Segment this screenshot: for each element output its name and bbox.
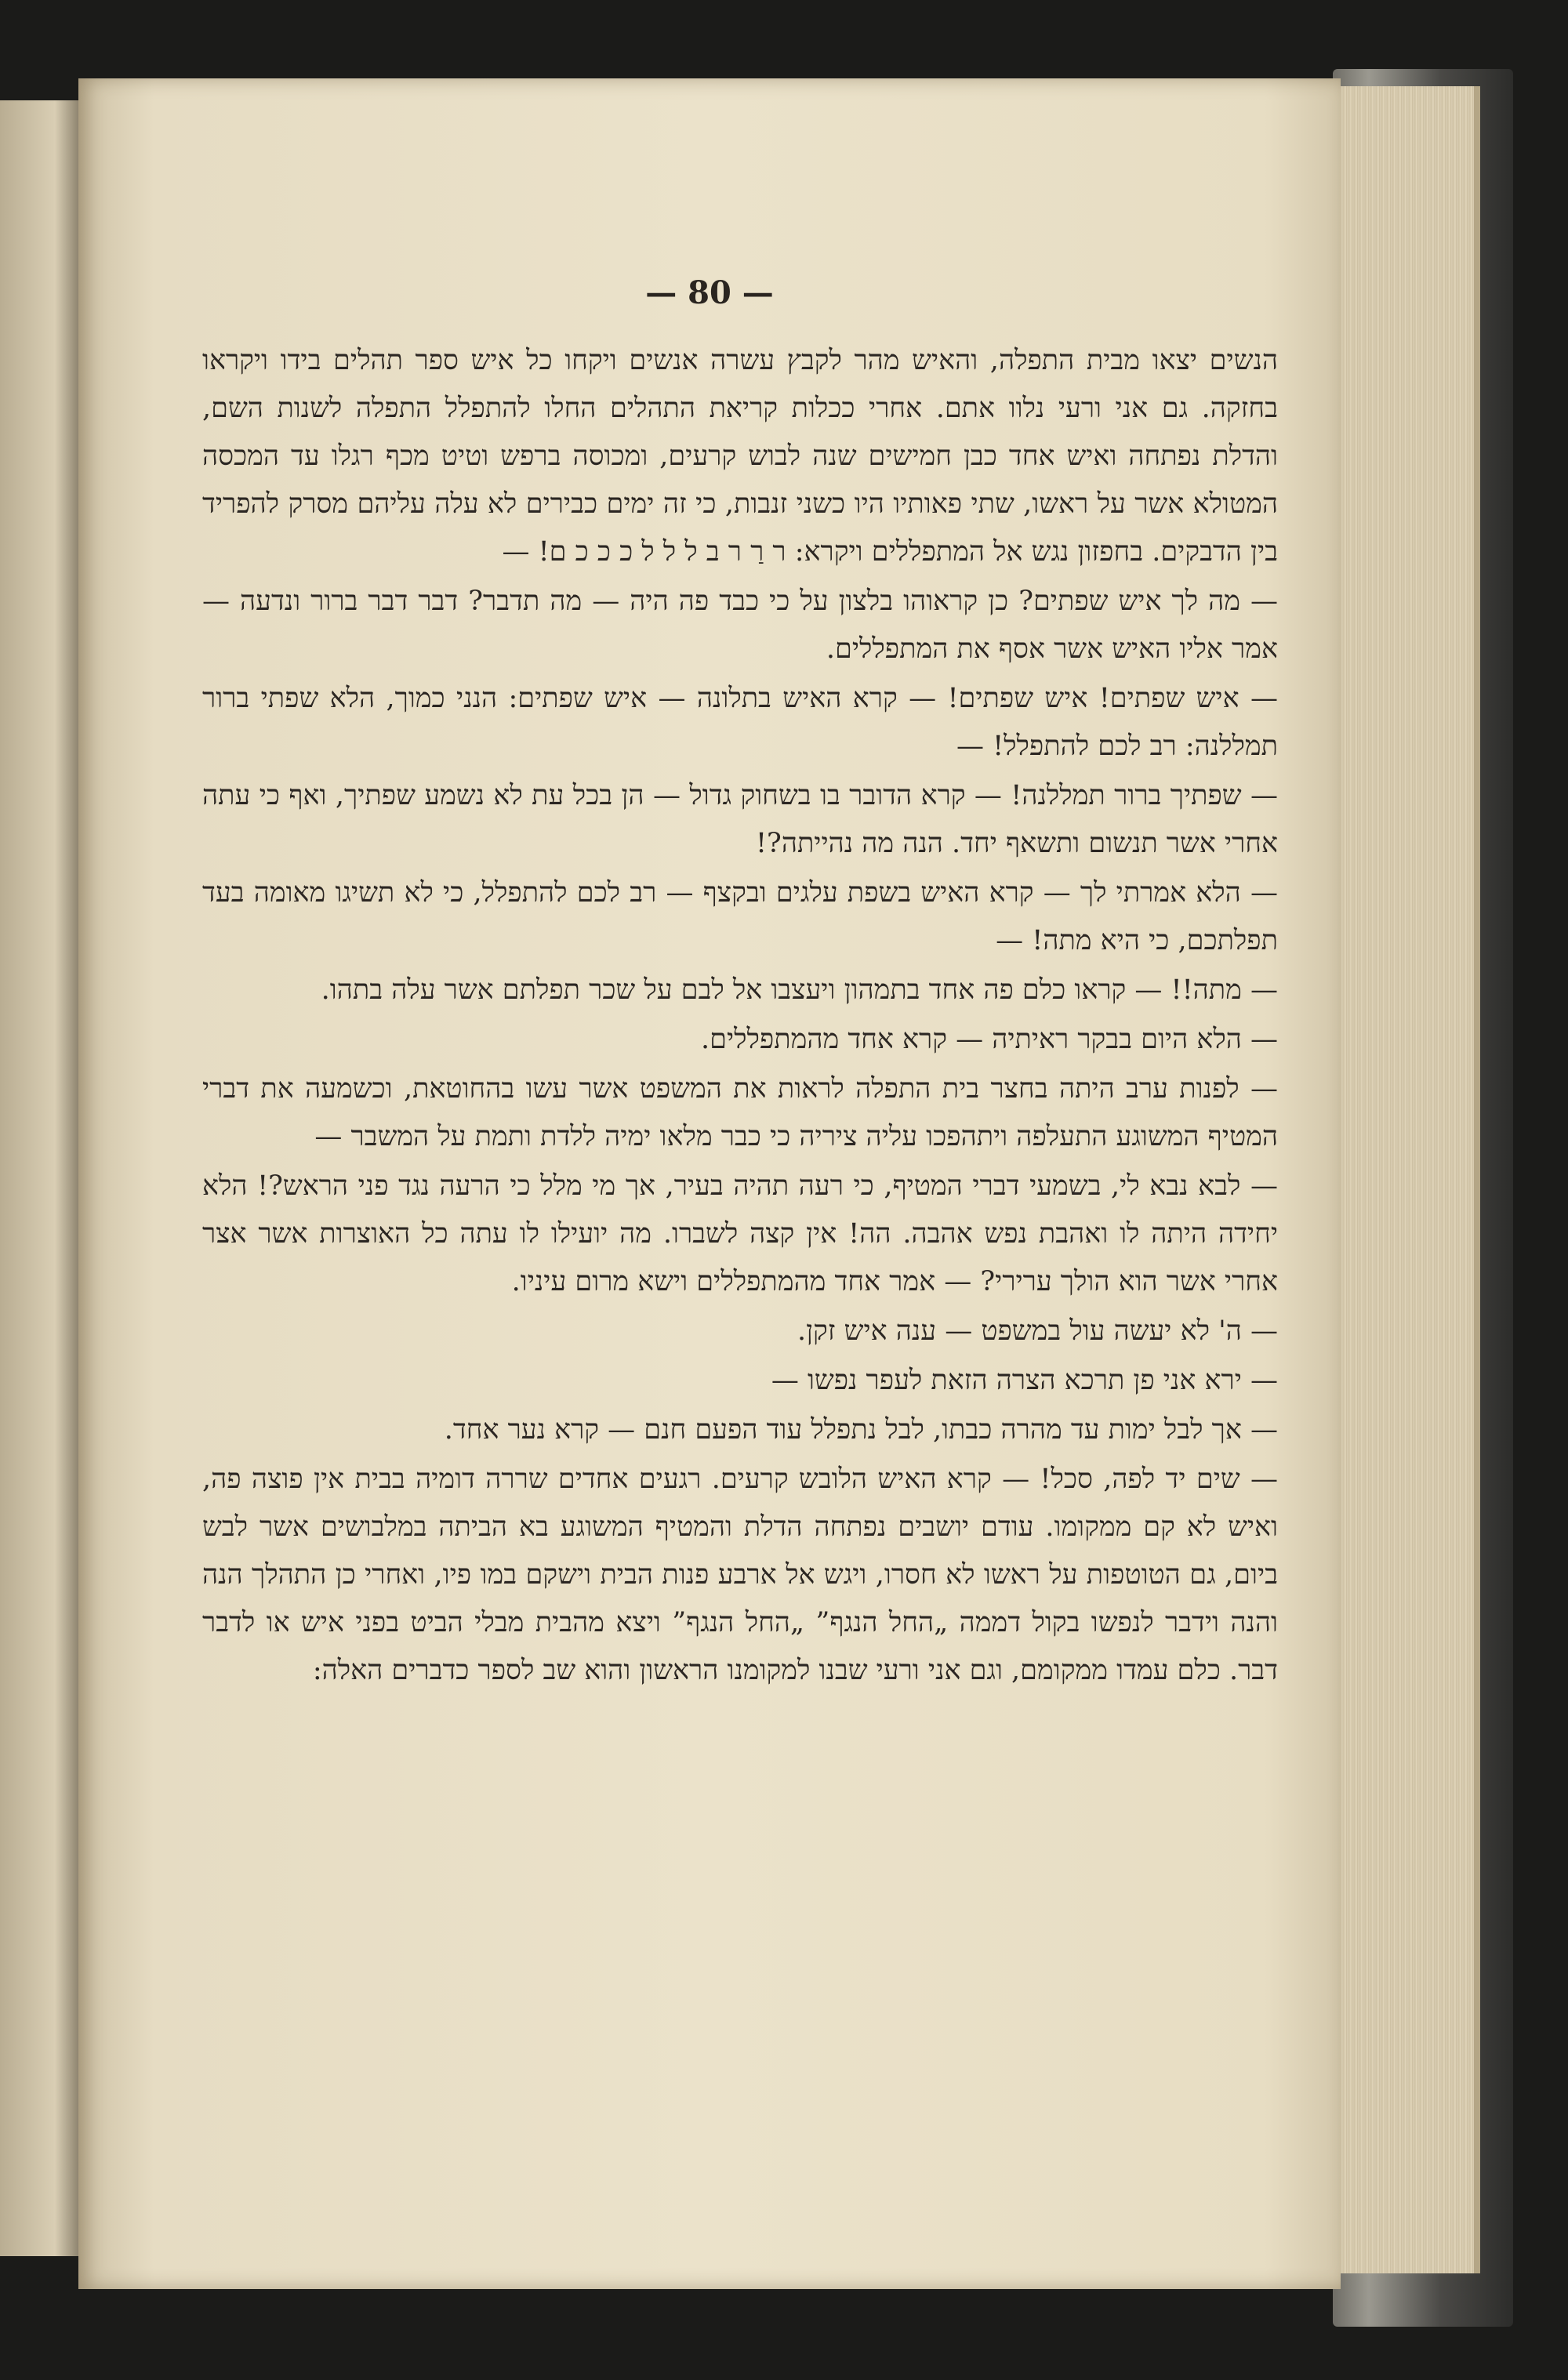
facing-page-edge (0, 100, 83, 2256)
paragraph: — ה' לא יעשה עול במשפט — ענה איש זקן. (797, 1315, 1278, 1347)
paragraph: — אך לבל ימות עד מהרה כבתו, לבל נתפלל עוד הפעם חנם — קרא נער אחד. (444, 1414, 1278, 1446)
paragraph: — מתה!! — קראו כלם פה אחד בתמהון ויעצבו אל לבם על שכר תפלתם אשר עלה בתהו. (321, 974, 1278, 1006)
paragraph: — איש שפתים! איש שפתים! — קרא האיש בתלונה — איש שפתים: הנני כמוך, הלא שפתי ברור תמללנה: רב לכם להתפלל! — (202, 683, 1278, 762)
paragraph: — הלא אמרתי לך — קרא האיש בשפת עלגים ובקצף — רב לכם להתפלל, כי לא תשיגו מאומה בעד תפלתכם, כי היא מתה! — (202, 877, 1278, 956)
paragraph: — מה לך איש שפתים? כן קראוהו בלצון על כי כבד פה היה — מה תדבר? דבר דבר ברור ונדעה — אמר אליו האיש אשר אסף את המתפללים. (202, 586, 1278, 665)
paragraph: — שפתיך ברור תמללנה! — קרא הדובר בו בשחוק גדול — הן בכל עת לא נשמע שפתיך, ואף כי עתה אחרי אשר תנשום ותשאף יחד. הנה מה נהייתה?! (202, 780, 1278, 859)
paragraph: הנשים יצאו מבית התפלה, והאיש מהר לקבץ עשרה אנשים ויקחו כל איש ספר תהלים בידו ויקראו בחזקה. גם אני ורעי נלוו אתם. אחרי ככלות קריאת התהלים החלו להתפלל התפלה לשנות השם, והדלת נפתחה ואיש אחד כבן חמישים שנה לבוש קרעים, ומכוסה ברפש וטיט מכף רגלו עד המכסה המטולא אשר על ראשו, שתי פאותיו היו כשני זנבות, כי זה ימים כבירים לא עלה עליהם מסרק להפריד בין הדבקים. בחפזון נגש אל המתפללים ויקרא: ר רַ ר ב ל ל ל כ כ כ ם! — (202, 345, 1278, 568)
page-text (202, 337, 1278, 1695)
paragraph: — לפנות ערב היתה בחצר בית התפלה לראות את המשפט אשר עשו בהחוטאת, וכשמעה את דברי המטיף המשוגע התעלפה ויתהפכו עליה ציריה כי כבר מלאו ימיה ללדת ותמת על המשבר — (202, 1073, 1278, 1152)
page-stack-edge (1325, 86, 1480, 2273)
paragraph: — שים יד לפה, סכל! — קרא האיש הלובש קרעים. רגעים אחדים שררה דומיה בבית אין פוצה פה, ואיש לא קם ממקומו. עודם יושבים נפתחה הדלת והמטיף המשוגע בא הביתה במלבושים אשר לבש ביום, גם הטוטפות על ראשו לא חסרו, ויגש אל ארבע פנות הבית וישקם במו פיו, ואחרי כן התהלך הנה והנה וידבר לנפשו בקול דממה „החל הנגף” „החל הנגף” ויצא מהבית מבלי הביט בפני איש או לדבר דבר. כלם עמדו ממקומם, וגם אני ורעי שבנו למקומנו הראשון והוא שב לספר כדברים האלה: (202, 1464, 1278, 1686)
paragraph: — הלא היום בבקר ראיתיה — קרא אחד מהמתפללים. (701, 1024, 1278, 1055)
book-page (78, 78, 1341, 2289)
paragraph: — לבא נבא לי, בשמעי דברי המטיף, כי רעה תהיה בעיר, אך מי מלל כי הרעה נגד פני הראש?! הלא יחידה היתה לו ואהבת נפש אהבה. הה! אין קצה לשברו. מה יועילו לו עתה כל האוצרות אשר אצר אחרי אשר הוא הולך ערירי? — אמר אחד מהמתפללים וישא מרום עיניו. (202, 1170, 1278, 1297)
paragraph: — ירא אני פן תרכא הצרה הזאת לעפר נפשו — (771, 1365, 1278, 1396)
page-number: — 80 — (645, 274, 774, 311)
